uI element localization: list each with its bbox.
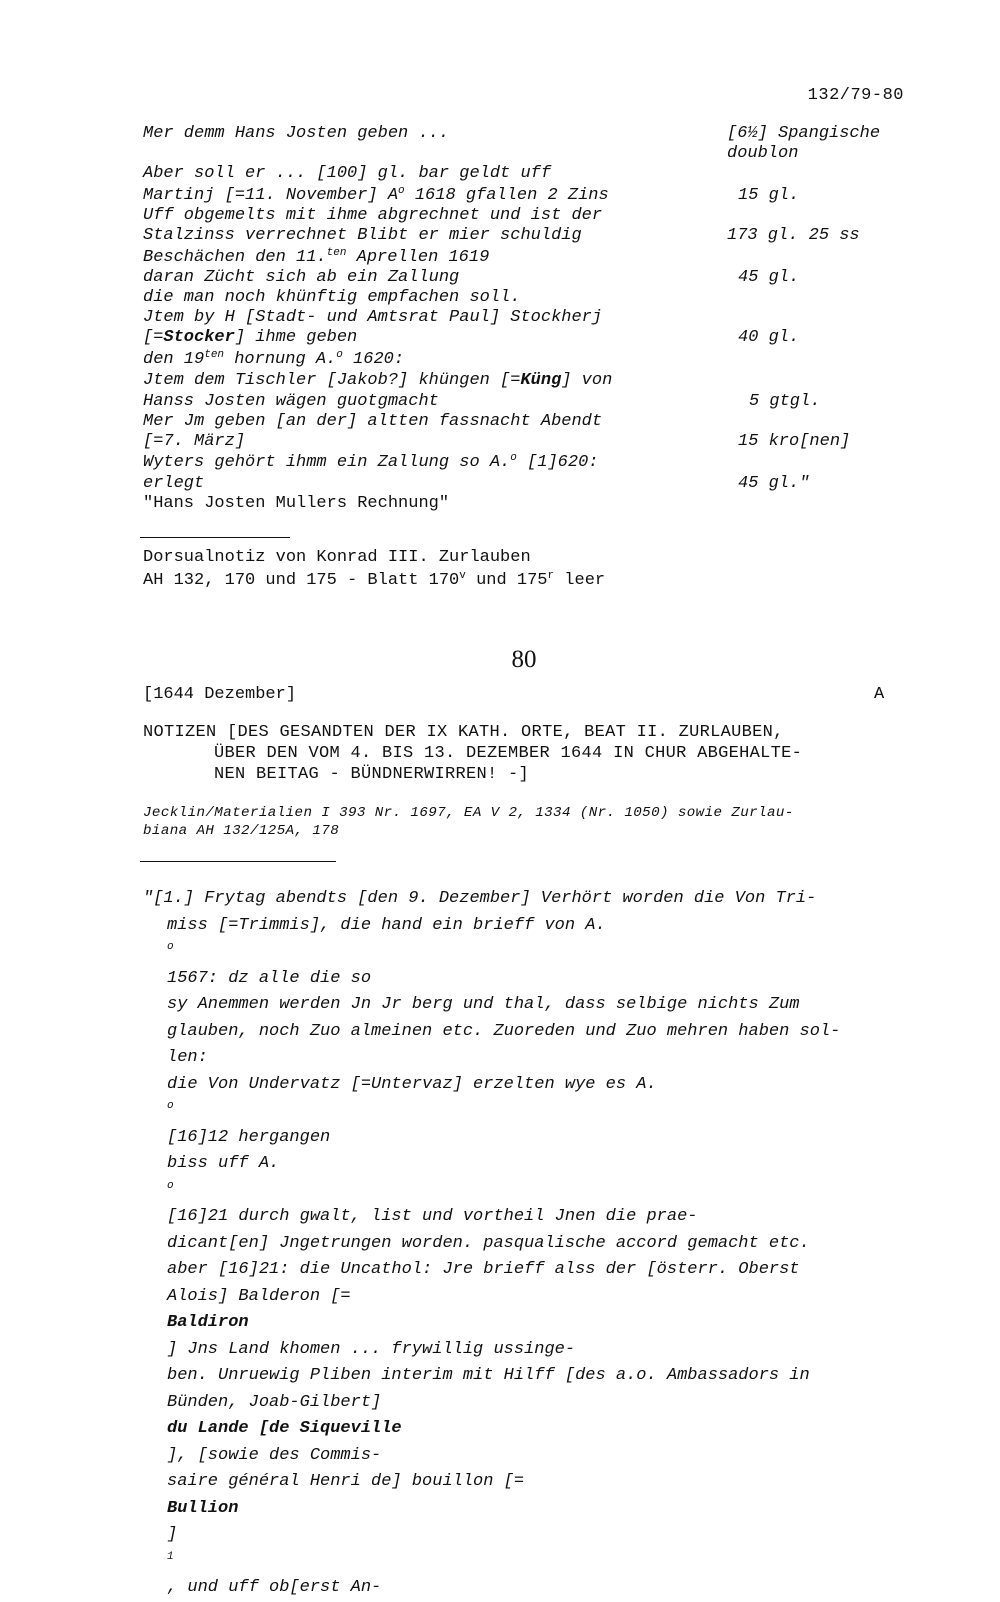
text-line: glauben, noch Zuo almeinen etc. Zuoreden und Zuo mehren haben sol- [167,1021,841,1041]
text-line: len: [167,1048,208,1067]
ledger-amount: doublon [727,144,799,163]
ledger-line: Uff obgemelts mit ihme abgrechnet und ist der [143,206,603,225]
text-line: dicant[en] Jngetrungen worden. pasqualische accord gemacht etc. [167,1233,810,1253]
ledger-line: Hanss Josten wägen guotgmacht [143,392,439,411]
section-rule [140,861,336,862]
ledger-amount: 45 gl. [738,268,800,287]
blank-pages-note: AH 132, 170 und 175 - Blatt 170$^v$ und 175$^r$ leer [143,570,606,590]
source-line: Jecklin/Materialien I 393 Nr. 1697, EA V 2, 1334 (Nr. 1050) sowie Zurlau- [143,805,794,821]
text-line: biss uff A. $^o$ [16]21 durch gwalt, list und vortheil Jnen die prae- [167,1154,698,1226]
ledger-amount: 173 gl. 25 ss [727,226,860,245]
text-line: saire général Henri de] bouillon [= Bullion ] $^1$ , und uff ob[erst An- [167,1472,525,1597]
ledger-line: [=7. März] [143,432,246,451]
footnote-rule [140,537,290,538]
ledger-amount: 40 gl. [738,328,800,347]
ledger-amount: 15 kro[nen] [738,432,851,451]
ledger-amount: [6½] Spangische [727,124,881,143]
title-line: NOTIZEN [DES GESANDTEN DER IX KATH. ORTE, BEAT II. ZURLAUBEN, [143,723,784,742]
ledger-line: [=Stocker] ihme geben [143,328,358,347]
ledger-amount: 15 gl. [738,186,800,205]
ledger-line: daran Zücht sich ab ein Zallung [143,268,460,287]
text-line: Bünden, Joab-Gilbert] du Lande [de Siqueville ], [sowie des Commis- [167,1392,402,1465]
ledger-line: Wyters gehört ihmm ein Zallung so A.$^o$ [1]620: [143,452,599,472]
ledger-line: Beschächen den 11.$^{ten}$ Aprellen 1619 [143,247,490,267]
ledger-line: die man noch khünftig empfachen soll. [143,288,521,307]
document-letter: A [874,685,885,704]
ledger-line: Jtem by H [Stadt- und Amtsrat Paul] Stockherj [143,308,603,327]
ledger-line: den $19^{ten}$ hornung A.$^o$ 1620: [143,349,405,369]
text-line: miss [=Trimmis], die hand ein brieff von A. $^o$ 1567: dz alle die so [167,915,606,988]
ledger-line: Stalzinss verrechnet Blibt er mier schuldig [143,226,582,245]
ledger-line: Mer Jm geben [an der] altten fassnacht Abendt [143,412,603,431]
dorsal-note: Dorsualnotiz von Konrad III. Zurlauben [143,548,531,567]
ledger-line: Martinj [=11. November] $A^o$ 1618 gfallen 2 Zins [143,185,609,205]
text-line: ben. Unruewig Pliben interim mit Hilff [des a.o. Ambassadors in [167,1366,810,1385]
ledger-line: Mer demm Hans Josten geben ... [143,124,450,143]
text-line: "[1.] Frytag abendts [den 9. Dezember] Verhört worden die Von Tri- [143,889,817,908]
ledger-amount: 45 gl." [738,474,810,493]
page-reference: 132/79-80 [807,86,904,105]
title-line: NEN BEITAG - BÜNDNERWIRREN! -] [214,765,530,784]
source-line: biana AH 132/125A, 178 [143,823,340,839]
document-date: [1644 Dezember] [143,685,297,704]
text-line: Alois] Balderon [= Baldiron ] Jns Land khomen ... frywillig ussinge- [167,1286,576,1359]
source-reference [143,804,794,840]
ledger-amount: 5 gtgl. [749,392,821,411]
text-line: aber [16]21: die Uncathol: Jre brieff alss der [österr. Oberst [167,1260,800,1279]
title-line: ÜBER DEN VOM 4. BIS 13. DEZEMBER 1644 IN CHUR ABGEHALTE- [214,744,803,763]
ledger-line: erlegt [143,474,205,493]
text-line: die Von Undervatz [=Untervaz] erzelten wye es A. $^o$ [16]12 hergangen [167,1074,657,1147]
ledger-line: "Hans Josten Mullers Rechnung" [143,494,450,513]
document-number: 80 [511,646,537,673]
transcription-text [143,886,840,1602]
text-line: sy Anemmen werden Jn Jr berg und thal, dass selbige nichts Zum [167,995,800,1014]
ledger-line: Jtem dem Tischler [Jakob?] khüngen [=Küng] von [143,371,613,390]
document-title [143,722,903,785]
ledger-line: Aber soll er ... [100] gl. bar geldt uff [143,164,552,183]
